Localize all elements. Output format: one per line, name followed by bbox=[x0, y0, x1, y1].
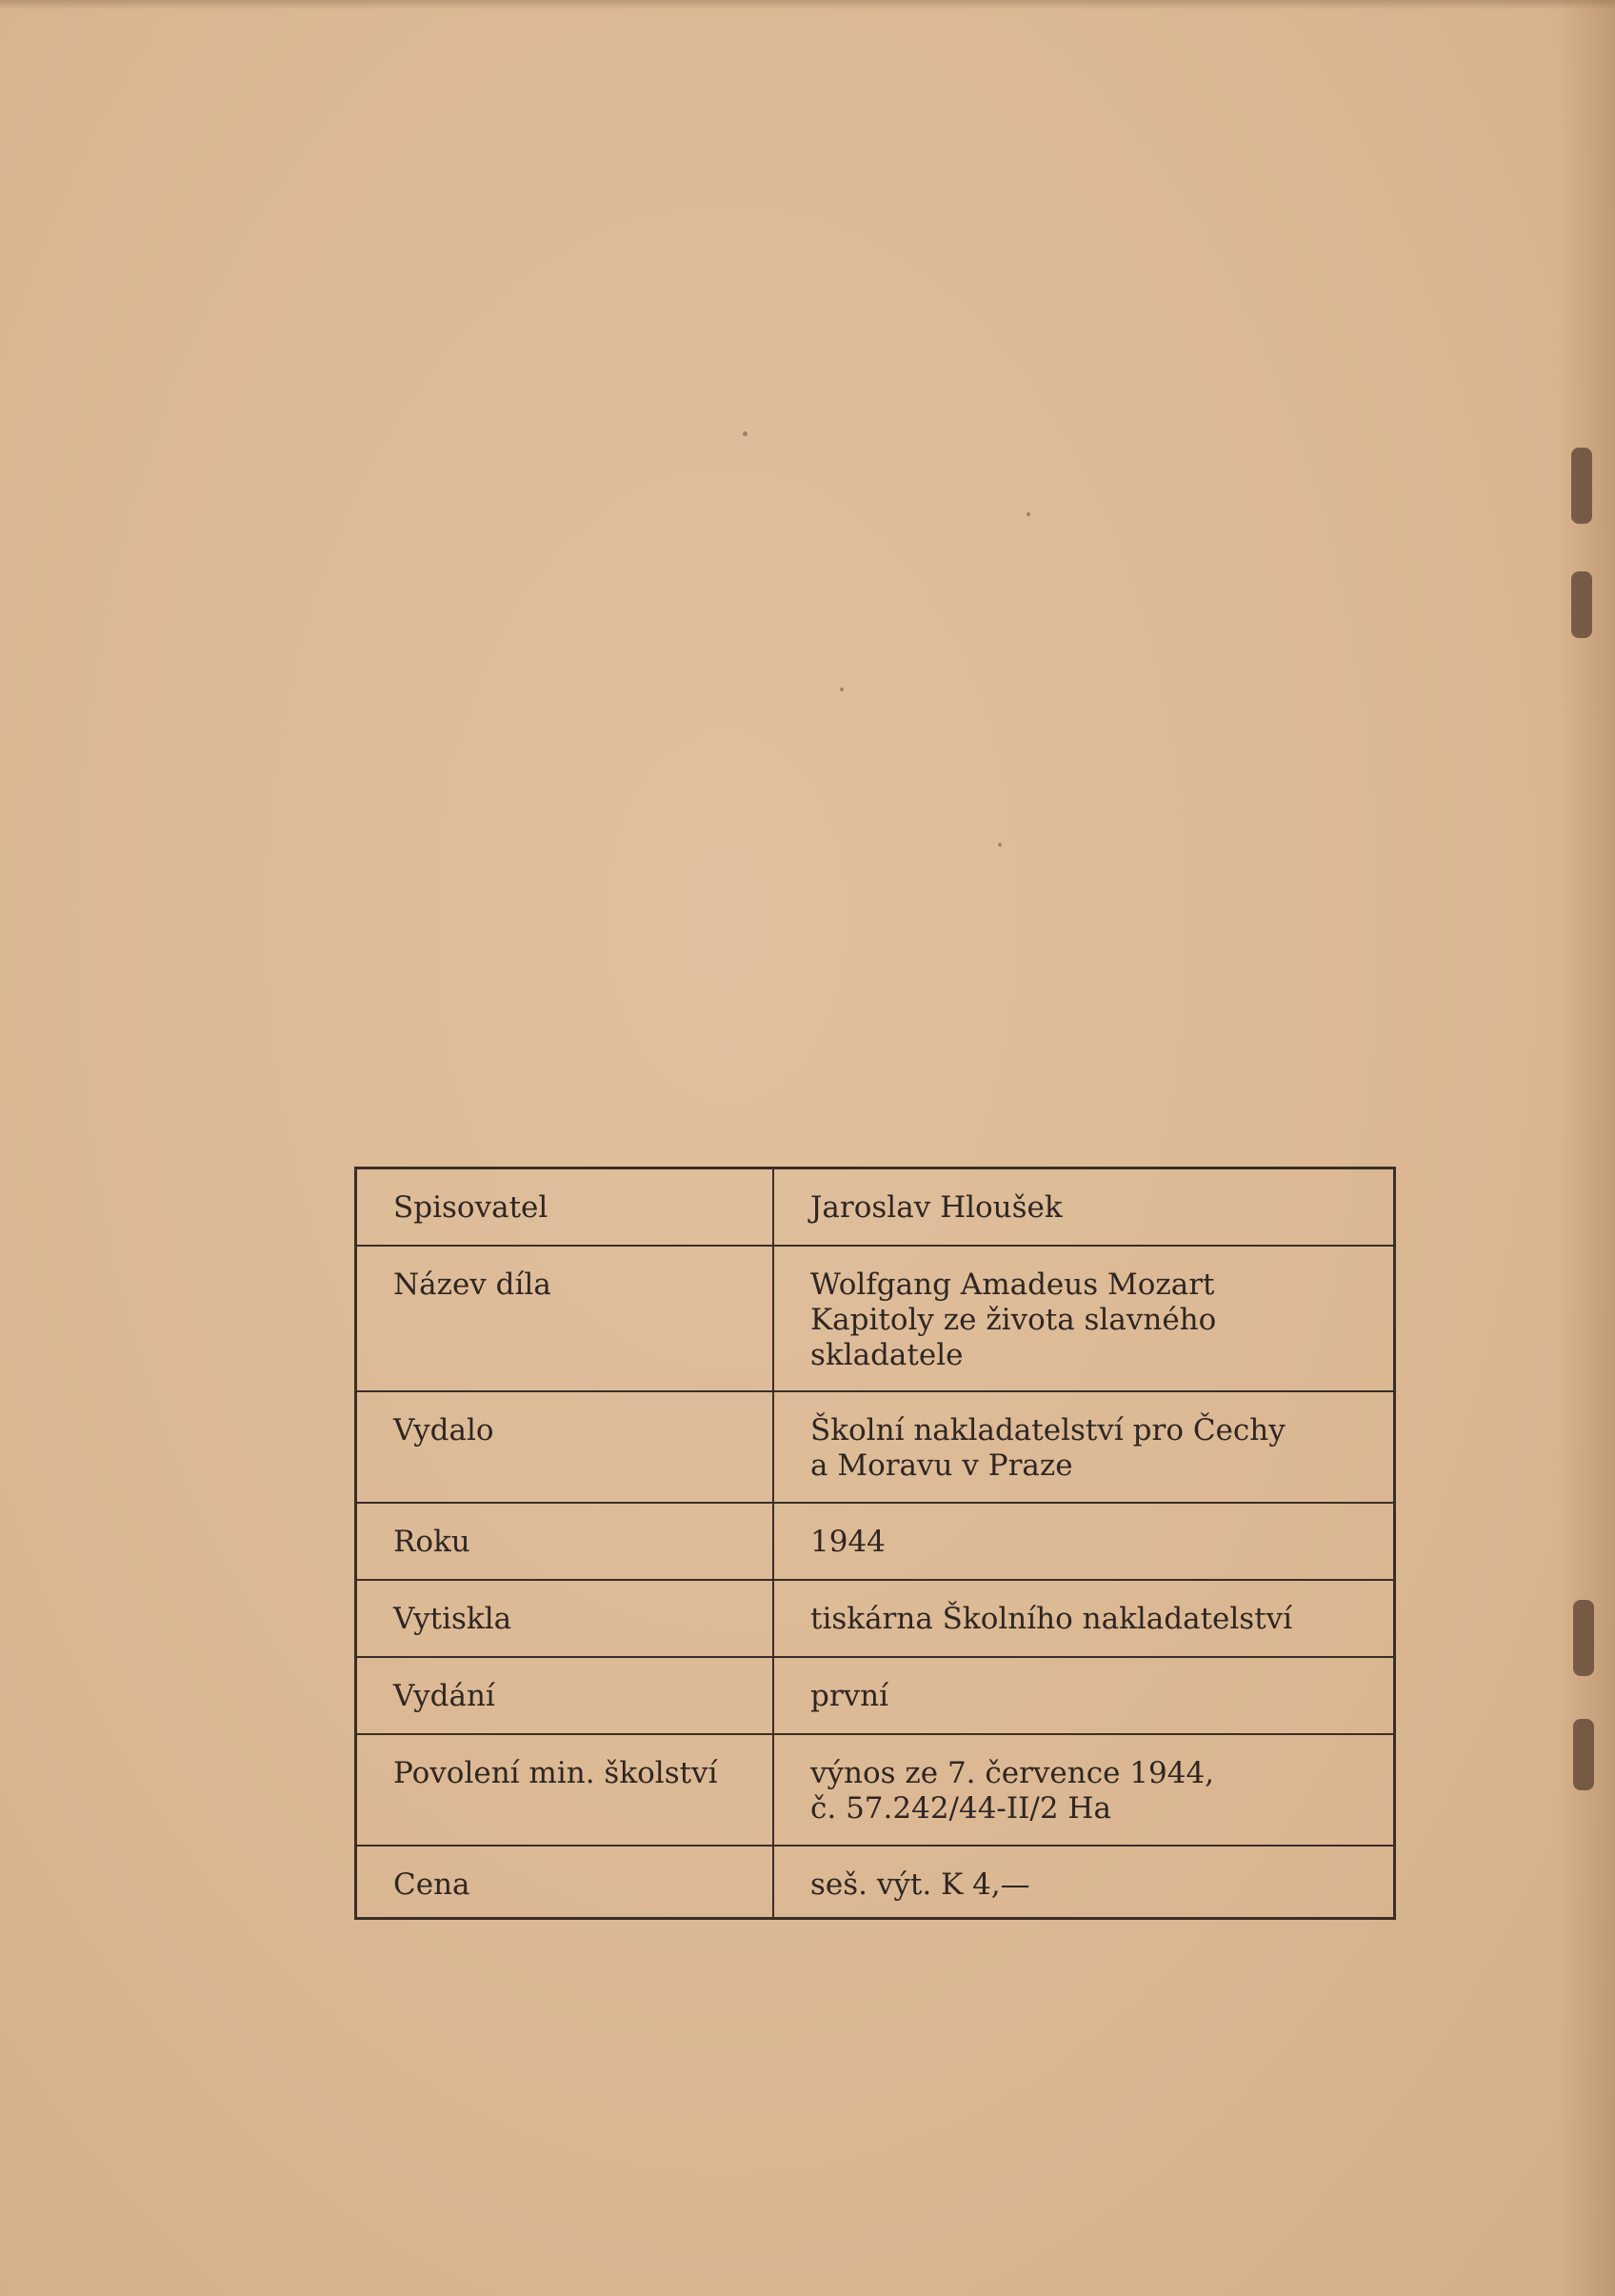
colophon-label: Roku bbox=[357, 1503, 773, 1580]
colophon-label: Cena bbox=[357, 1846, 773, 1917]
colophon-value bbox=[773, 1169, 1393, 1246]
colophon-value bbox=[773, 1734, 1393, 1846]
binding-hole-2 bbox=[1571, 571, 1592, 638]
colophon-row bbox=[357, 1846, 1393, 1917]
colophon-row bbox=[357, 1657, 1393, 1734]
binding-hole-3 bbox=[1573, 1600, 1594, 1676]
colophon-label: Spisovatel bbox=[357, 1169, 773, 1246]
colophon-value bbox=[773, 1846, 1393, 1917]
colophon-row bbox=[357, 1734, 1393, 1846]
paper-speck bbox=[1027, 512, 1030, 516]
colophon-label: Vydalo bbox=[357, 1391, 773, 1503]
colophon-value-line: a Moravu v Praze bbox=[810, 1448, 1073, 1483]
top-edge-shadow bbox=[0, 0, 1615, 10]
colophon-label: Povolení min. školství bbox=[357, 1734, 773, 1846]
colophon-value-line: skladatele bbox=[810, 1338, 964, 1372]
colophon-value bbox=[773, 1657, 1393, 1734]
colophon-label: Vytiskla bbox=[357, 1580, 773, 1657]
colophon-value-line: seš. výt. K 4,— bbox=[810, 1867, 1030, 1902]
colophon-value bbox=[773, 1246, 1393, 1391]
colophon-row bbox=[357, 1246, 1393, 1391]
right-edge-shadow bbox=[1558, 0, 1615, 2296]
colophon-value-line: č. 57.242/44-II/2 Ha bbox=[810, 1791, 1111, 1826]
colophon-row bbox=[357, 1580, 1393, 1657]
colophon-value-line: první bbox=[810, 1679, 889, 1713]
binding-hole-4 bbox=[1573, 1719, 1594, 1790]
colophon-row bbox=[357, 1391, 1393, 1503]
colophon-value-line: Jaroslav Hloušek bbox=[810, 1190, 1063, 1225]
paper-speck bbox=[840, 688, 844, 691]
colophon-value-line: tiskárna Školního nakladatelství bbox=[810, 1602, 1293, 1636]
colophon-value bbox=[773, 1580, 1393, 1657]
paper-speck bbox=[743, 431, 748, 436]
paper-speck bbox=[998, 843, 1002, 847]
colophon-value-line: Kapitoly ze života slavného bbox=[810, 1303, 1217, 1337]
colophon-table bbox=[354, 1167, 1396, 1920]
colophon-value-line: výnos ze 7. července 1944, bbox=[810, 1756, 1215, 1790]
colophon-value bbox=[773, 1503, 1393, 1580]
colophon-label: Vydání bbox=[357, 1657, 773, 1734]
colophon-value bbox=[773, 1391, 1393, 1503]
colophon-label: Název díla bbox=[357, 1246, 773, 1391]
colophon-row bbox=[357, 1169, 1393, 1246]
colophon-value-line: Školní nakladatelství pro Čechy bbox=[810, 1413, 1286, 1447]
colophon-value-line: 1944 bbox=[810, 1525, 886, 1559]
colophon-value-line: Wolfgang Amadeus Mozart bbox=[810, 1268, 1215, 1302]
colophon-row bbox=[357, 1503, 1393, 1580]
binding-hole-1 bbox=[1571, 448, 1592, 524]
